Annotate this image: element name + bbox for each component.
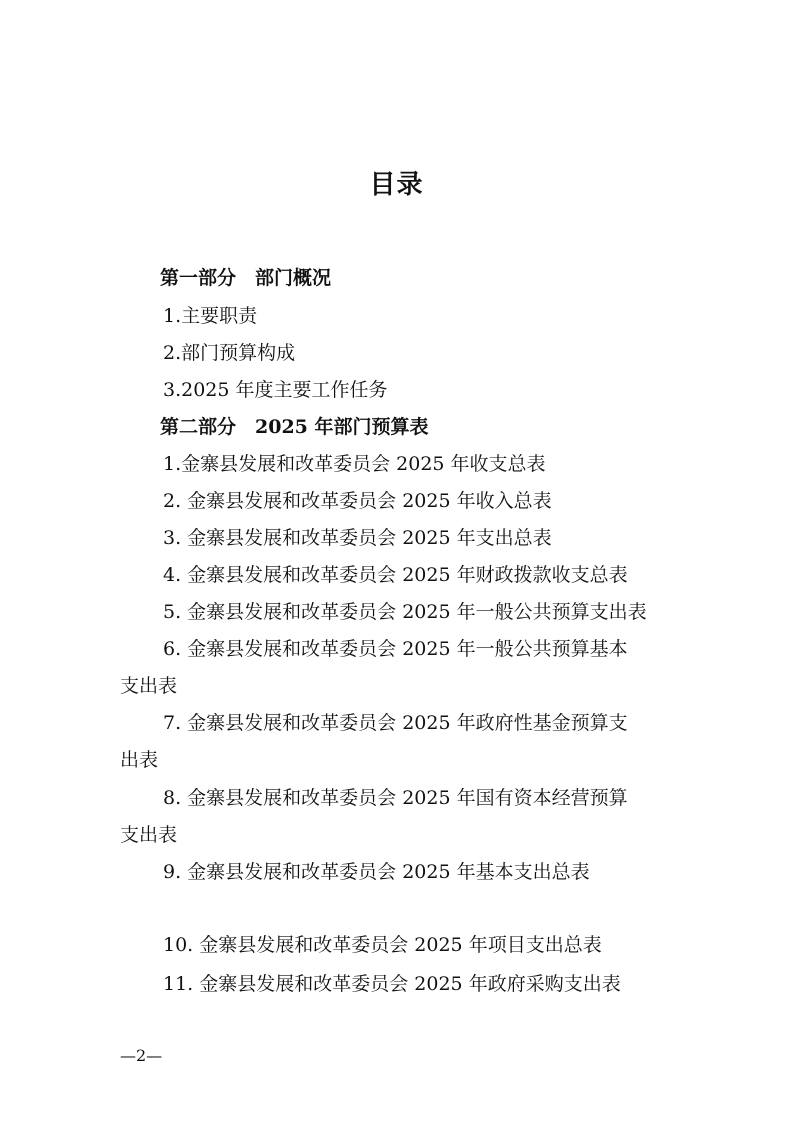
toc-item: 11. 金寨县发展和改革委员会 2025 年政府采购支出表	[163, 973, 621, 995]
toc-item: 7. 金寨县发展和改革委员会 2025 年政府性基金预算支	[163, 712, 628, 734]
toc-item: 1.金寨县发展和改革委员会 2025 年收支总表	[163, 453, 546, 475]
toc-item: 1.主要职责	[163, 305, 258, 327]
toc-item-continuation: 支出表	[120, 824, 178, 846]
page-number: —2—	[120, 1046, 163, 1065]
toc-item: 9. 金寨县发展和改革委员会 2025 年基本支出总表	[163, 861, 590, 883]
page-title: 目录	[369, 170, 424, 200]
toc-item: 2.部门预算构成	[163, 342, 296, 364]
toc-item: 5. 金寨县发展和改革委员会 2025 年一般公共预算支出表	[163, 601, 647, 623]
toc-item: 3.2025 年度主要工作任务	[163, 379, 388, 401]
toc-item: 2. 金寨县发展和改革委员会 2025 年收入总表	[163, 490, 552, 512]
section-heading-part1: 第一部分 部门概况	[160, 267, 332, 289]
section-heading-part2: 第二部分 2025 年部门预算表	[160, 416, 429, 438]
toc-item: 3. 金寨县发展和改革委员会 2025 年支出总表	[163, 527, 552, 549]
toc-item-continuation: 支出表	[120, 675, 178, 697]
toc-item: 6. 金寨县发展和改革委员会 2025 年一般公共预算基本	[163, 638, 628, 660]
toc-item: 8. 金寨县发展和改革委员会 2025 年国有资本经营预算	[163, 787, 628, 809]
toc-item: 10. 金寨县发展和改革委员会 2025 年项目支出总表	[163, 934, 602, 956]
toc-item: 4. 金寨县发展和改革委员会 2025 年财政拨款收支总表	[163, 564, 628, 586]
toc-item-continuation: 出表	[120, 749, 159, 771]
